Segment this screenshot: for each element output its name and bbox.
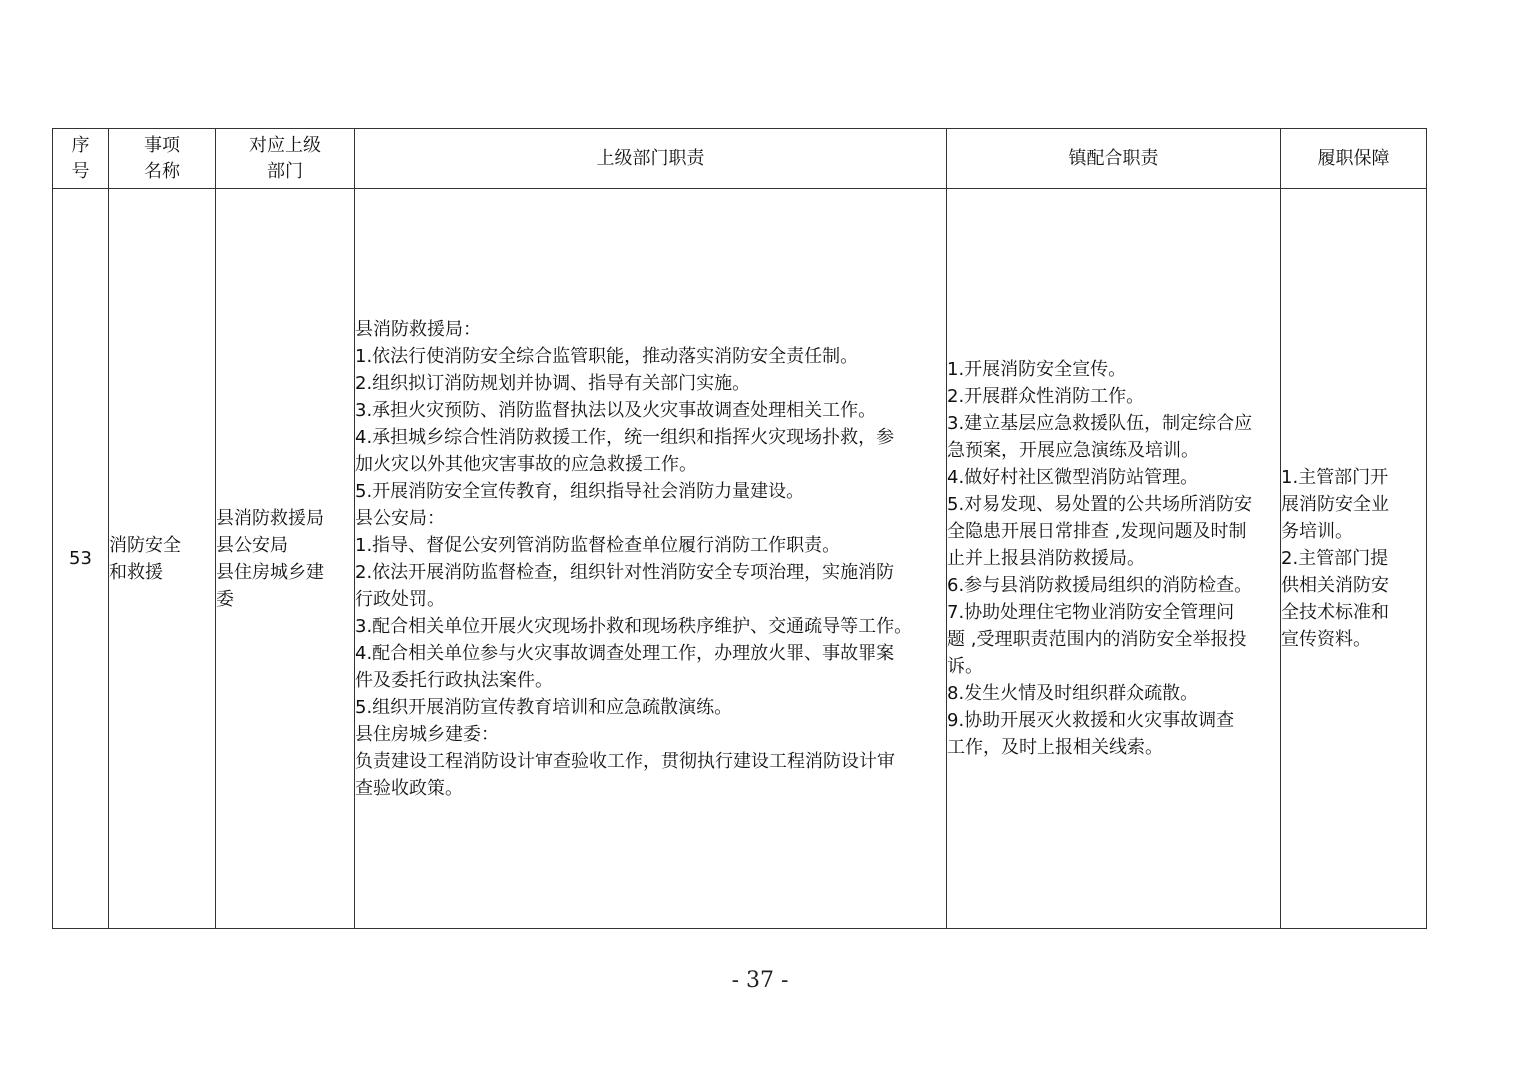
header-upper-dept: 对应上级 部门 — [216, 129, 355, 189]
row-seq: 53 — [53, 189, 109, 929]
row-upper-dept: 县消防救援局 县公安局 县住房城乡建 委 — [216, 189, 355, 929]
header-town-duties: 镇配合职责 — [947, 129, 1281, 189]
duty-table — [52, 128, 1427, 929]
row-town-duties: 1.开展消防安全宣传。 2.开展群众性消防工作。 3.建立基层应急救援队伍，制定综合应 急预案，开展应急演练及培训。 4.做好村社区微型消防站管理。 5.对易发现、易处置的公共场所消防安 全隐患开展日常排查 ,发现问题及时制 止并上报县消防救援局。 6.参与县消防救援局组织的消防检查。 7.协助处理住宅物业消防安全管理问 题 ,受理职责范围内的消防安全举报投 诉。 8.发生火情及时组织群众疏散。 9.协助开展灭火救援和火灾事故调查 工作，及时上报相关线索。 — [947, 189, 1281, 929]
table-header-row — [53, 129, 1427, 189]
header-item-name: 事项 名称 — [109, 129, 216, 189]
header-guarantee: 履职保障 — [1281, 129, 1427, 189]
row-guarantee: 1.主管部门开 展消防安全业 务培训。 2.主管部门提 供相关消防安 全技术标准和 宣传资料。 — [1281, 189, 1427, 929]
header-upper-duties: 上级部门职责 — [355, 129, 947, 189]
header-seq: 序 号 — [53, 129, 109, 189]
row-upper-duties: 县消防救援局： 1.依法行使消防安全综合监管职能，推动落实消防安全责任制。 2.组织拟订消防规划并协调、指导有关部门实施。 3.承担火灾预防、消防监督执法以及火灾事故调查处理相关工作。 4.承担城乡综合性消防救援工作，统一组织和指挥火灾现场扑救，参 加火灾以外其他灾害事故的应急救援工作。 5.开展消防安全宣传教育，组织指导社会消防力量建设。 县公安局： 1.指导、督促公安列管消防监督检查单位履行消防工作职责。 2.依法开展消防监督检查，组织针对性消防安全专项治理，实施消防 行政处罚。 3.配合相关单位开展火灾现场扑救和现场秩序维护、交通疏导等工作。 4.配合相关单位参与火灾事故调查处理工作，办理放火罪、事故罪案 件及委托行政执法案件。 5.组织开展消防宣传教育培训和应急疏散演练。 县住房城乡建委： 负责建设工程消防设计审查验收工作，贯彻执行建设工程消防设计审 查验收政策。 — [355, 189, 947, 929]
page-number: - 37 - — [731, 968, 789, 993]
row-item-name: 消防安全 和救援 — [109, 189, 216, 929]
table-row — [53, 189, 1427, 929]
